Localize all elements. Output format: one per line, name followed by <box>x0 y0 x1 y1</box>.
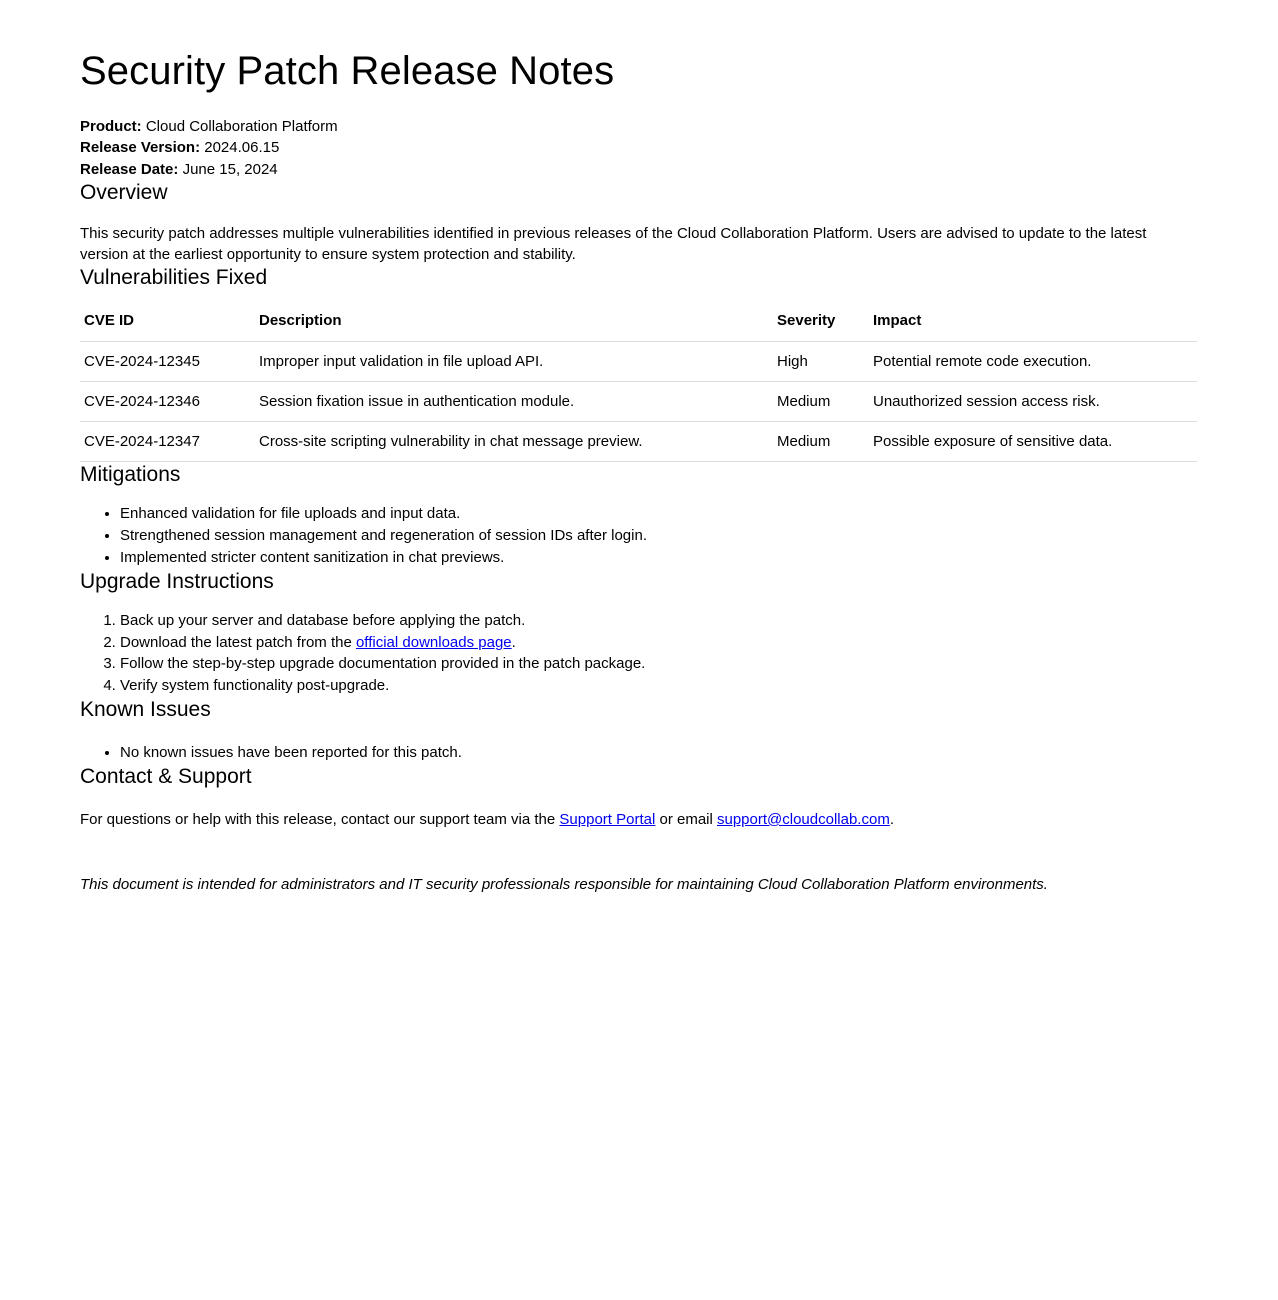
vulnerabilities-heading: Vulnerabilities Fixed <box>80 266 268 290</box>
contact-support-heading: Contact & Support <box>80 764 252 788</box>
cell-cve-id: CVE-2024-12345 <box>80 342 255 382</box>
list-item: 1. Back up your server and database before applying the patch. <box>120 610 1198 632</box>
cell-impact: Unauthorized session access risk. <box>869 382 1197 422</box>
cell-description: Cross-site scripting vulnerability in chat message preview. <box>255 422 773 462</box>
upgrade-instructions-list <box>80 610 1198 697</box>
column-header-description: Description <box>259 312 342 330</box>
cell-severity: High <box>773 342 869 382</box>
contact-text-middle: or email <box>655 811 717 829</box>
list-item: • No known issues have been reported for this patch. <box>120 742 1198 764</box>
contact-text-after: . <box>889 811 894 829</box>
overview-heading: Overview <box>80 180 168 204</box>
support-portal-link[interactable]: Support Portal <box>559 811 656 829</box>
official-downloads-page-link[interactable]: official downloads page <box>355 633 512 651</box>
step2-text-after: . <box>511 633 516 651</box>
list-item: • Strengthened session management and regeneration of session IDs after login. <box>120 525 1198 547</box>
cell-cve-id: CVE-2024-12347 <box>80 422 255 462</box>
product-label: Product: <box>80 118 142 135</box>
list-item: • Enhanced validation for file uploads and input data. <box>120 503 1198 525</box>
release-version-value: 2024.06.15 <box>204 139 280 157</box>
overview-paragraph: This security patch addresses multiple vulnerabilities identified in previous releases of the Cloud Collaboration Platform. Users are advised to update to the latest version at the earliest opportunity to ensure system protection and stability. <box>80 225 1147 264</box>
list-item: • Implemented stricter content sanitization in chat previews. <box>120 547 1198 569</box>
step2-text-before: Download the latest patch from the <box>120 633 356 651</box>
release-metadata <box>80 116 1198 180</box>
cell-impact: Potential remote code execution. <box>869 342 1197 382</box>
cell-severity: Medium <box>773 422 869 462</box>
table-row <box>80 422 1197 462</box>
column-header-cve-id: CVE ID <box>84 312 135 330</box>
vulnerabilities-table <box>80 310 1197 462</box>
contact-text-before: For questions or help with this release, contact our support team via the <box>80 811 560 829</box>
cell-description: Improper input validation in file upload API. <box>255 342 773 382</box>
column-header-severity: Severity <box>777 312 836 330</box>
cell-severity: Medium <box>773 382 869 422</box>
release-date-label: Release Date: <box>80 160 179 178</box>
list-item: 3. Follow the step-by-step upgrade documentation provided in the patch package. <box>120 653 1198 675</box>
footer-note: This document is intended for administrators and IT security professionals responsible for maintaining Cloud Collaboration Platform environments. <box>80 876 1048 894</box>
mitigations-list <box>80 503 1198 568</box>
page-title: Security Patch Release Notes <box>80 49 615 93</box>
product-value: Cloud Collaboration Platform <box>145 118 338 135</box>
known-issues-heading: Known Issues <box>80 697 211 721</box>
list-item: 4. Verify system functionality post-upgrade. <box>120 675 1198 697</box>
mitigations-heading: Mitigations <box>80 463 181 487</box>
release-date-value: June 15, 2024 <box>182 160 278 178</box>
upgrade-instructions-heading: Upgrade Instructions <box>80 569 274 593</box>
cell-cve-id: CVE-2024-12346 <box>80 382 255 422</box>
table-row <box>80 342 1197 382</box>
support-email-link[interactable]: support@cloudcollab.com <box>717 811 890 829</box>
contact-support-paragraph <box>80 809 1178 830</box>
list-item <box>120 632 1198 654</box>
column-header-impact: Impact <box>873 312 922 330</box>
table-row <box>80 382 1197 422</box>
cell-description: Session fixation issue in authentication module. <box>255 382 773 422</box>
table-header-row <box>80 310 1197 342</box>
release-version-label: Release Version: <box>80 139 201 157</box>
known-issues-list <box>80 742 1198 764</box>
cell-impact: Possible exposure of sensitive data. <box>869 422 1197 462</box>
